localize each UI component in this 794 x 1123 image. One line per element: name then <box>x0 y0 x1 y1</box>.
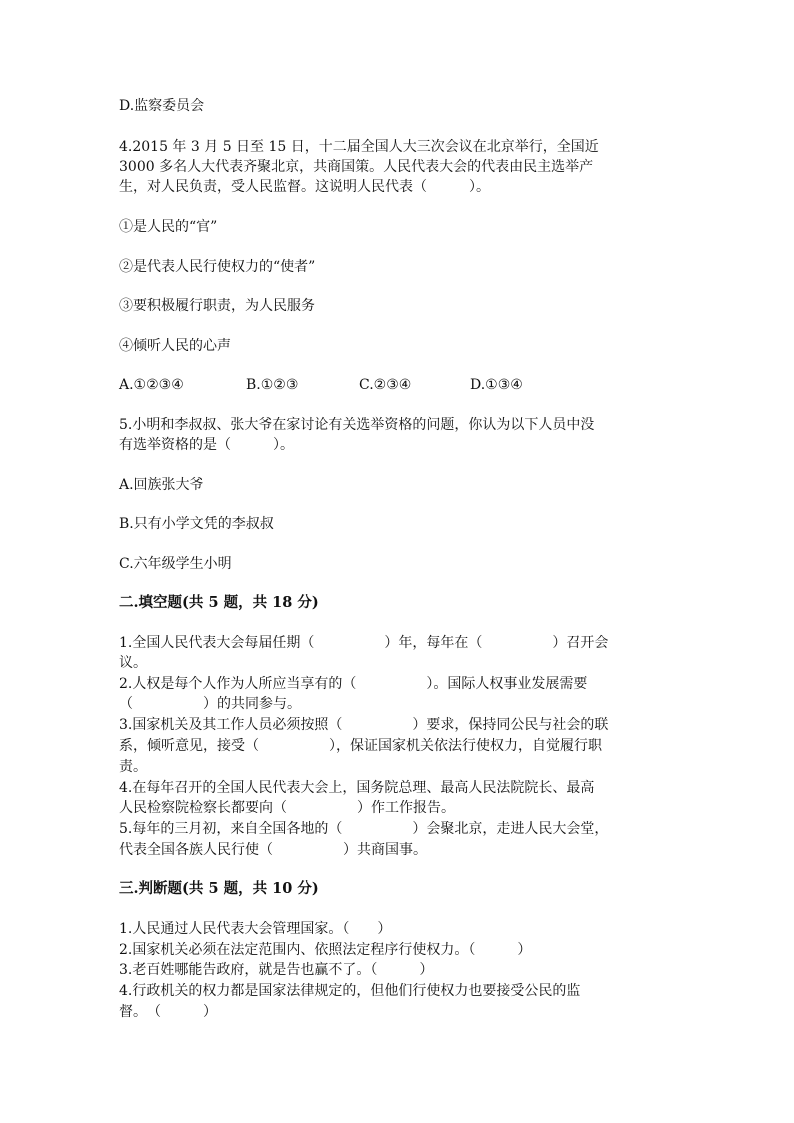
judge-line-1: 1.人民通过人民代表大会管理国家。（ ） <box>119 921 392 937</box>
fill-blank-line-11: 代表全国各族人民行使（ ）共商国事。 <box>119 842 427 858</box>
question-4-line-3: 生，对人民负责，受人民监督。这说明人民代表（ ）。 <box>119 179 490 195</box>
fill-blank-line-6: 系，倾听意见，接受（ ），保证国家机关依法行使权力，自觉履行职 <box>119 738 602 754</box>
q4-option-b: B.①②③ <box>246 377 299 393</box>
fill-blank-line-9: 人民检察院检察长都要向（ ）作工作报告。 <box>119 800 455 816</box>
judge-line-5: 督。 （ ） <box>119 1004 217 1020</box>
judge-line-4: 4.行政机关的权力都是国家法律规定的，但他们行使权力也要接受公民的监 <box>119 983 581 999</box>
judge-line-2: 2.国家机关必须在法定范围内、依照法定程序行使权力。（ ） <box>119 942 532 958</box>
question-4-line-2: 3000 多名人大代表齐聚北京，共商国策。人民代表大会的代表由民主选举产 <box>119 159 594 175</box>
q5-option-a: A.回族张大爷 <box>119 477 204 493</box>
question-5-line-1: 5.小明和李叔叔、张大爷在家讨论有关选举资格的问题，你认为以下人员中没 <box>119 417 595 433</box>
q4-option-d: D.①③④ <box>470 377 523 393</box>
fill-blank-line-1: 1.全国人民代表大会每届任期（ ）年，每年在（ ）召开会 <box>119 635 609 651</box>
fill-blank-line-3: 2.人权是每个人作为人所应当享有的（ ）。国际人权事业发展需要 <box>119 676 588 692</box>
q5-option-c: C.六年级学生小明 <box>119 556 232 572</box>
q4-option-a: A.①②③④ <box>119 377 184 393</box>
fill-blank-line-8: 4.在每年召开的全国人民代表大会上，国务院总理、最高人民法院院长、最高 <box>119 780 595 796</box>
judge-line-3: 3.老百姓哪能告政府，就是告也赢不了。（ ） <box>119 962 434 978</box>
section-2-heading: 二.填空题(共 5 题，共 18 分) <box>119 594 319 611</box>
fill-blank-line-2: 议。 <box>119 655 147 671</box>
fill-blank-line-10: 5.每年的三月初，来自全国各地的（ ）会聚北京，走进人民大会堂， <box>119 821 609 837</box>
fill-blank-line-4: （ ）的共同参与。 <box>119 696 301 712</box>
question-4-line-1: 4.2015 年 3 月 5 日至 15 日，十二届全国人大三次会议在北京举行，全国近 <box>119 139 599 155</box>
section-3-heading: 三.判断题(共 5 题，共 10 分) <box>119 880 319 897</box>
q5-option-b: B.只有小学文凭的李叔叔 <box>119 516 274 532</box>
question-5-line-2: 有选举资格的是（ ）。 <box>119 437 294 453</box>
q4-statement-1: ①是人民的“官” <box>119 219 218 235</box>
q4-statement-3: ③要积极履行职责，为人民服务 <box>119 298 315 314</box>
option-d-prev: D.监察委员会 <box>119 98 205 114</box>
fill-blank-line-5: 3.国家机关及其工作人员必须按照（ ）要求，保持同公民与社会的联 <box>119 717 609 733</box>
q4-statement-2: ②是代表人民行使权力的“使者” <box>119 259 316 275</box>
q4-option-c: C.②③④ <box>359 377 412 393</box>
q4-statement-4: ④倾听人民的心声 <box>119 338 231 354</box>
fill-blank-line-7: 责。 <box>119 759 147 775</box>
